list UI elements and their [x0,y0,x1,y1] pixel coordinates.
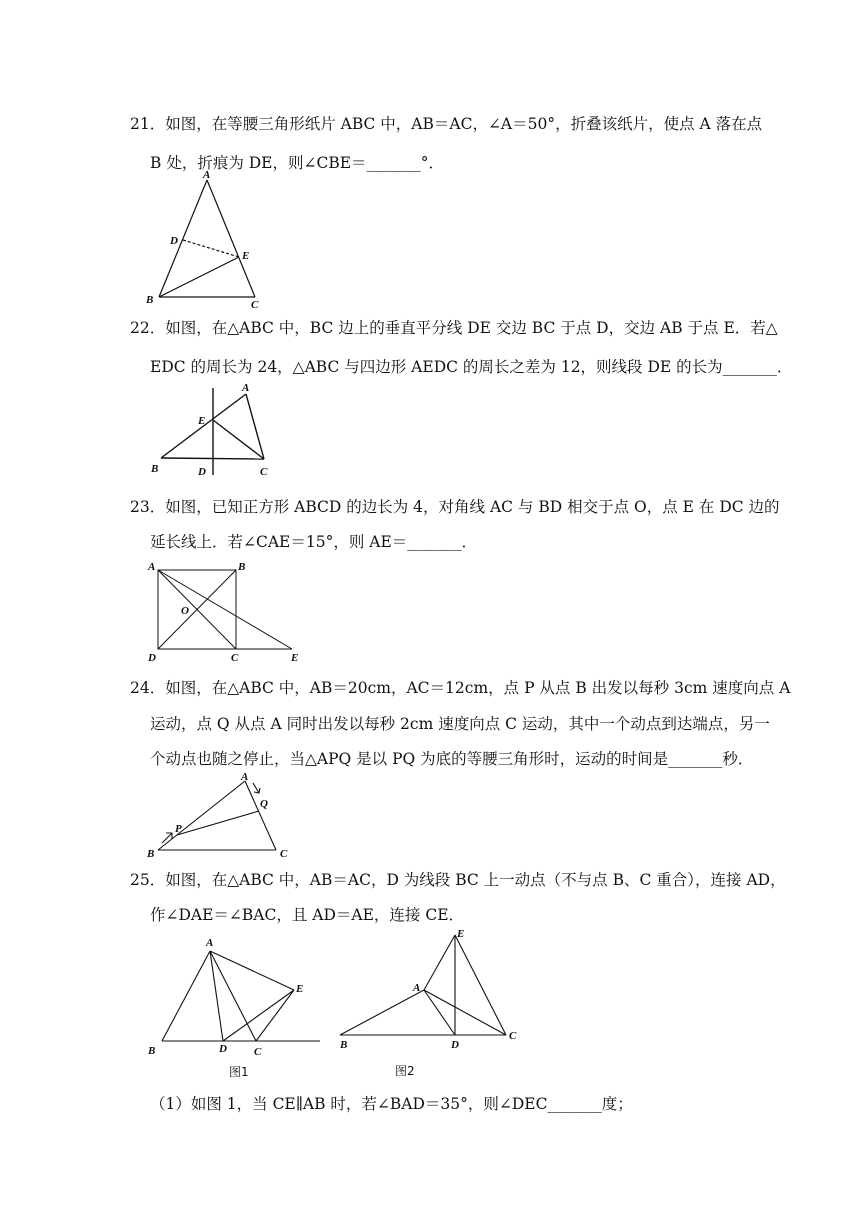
q25-fig1-label-c: C [254,1046,262,1058]
q22-label-e: E [198,415,206,427]
q21-label-c: C [251,299,259,310]
q21-label-b: B [146,294,154,306]
q21-text-line2: B 处，折痕为 DE，则∠CBE＝_______°． [150,154,445,172]
q24-label-b: B [147,848,155,860]
q25-fig1-label-e: E [296,983,304,995]
q24-label-c: C [280,848,288,860]
q25-sub1-text: （1）如图 1，当 CE∥AB 时，若∠BAD＝35°，则∠DEC_______度； [150,1095,633,1113]
q21-text-line1: 21．如图，在等腰三角形纸片 ABC 中，AB＝AC，∠A＝50°，折叠该纸片，使点 A 落在点 [130,115,763,133]
q22-text-line1: 22．如图，在△ABC 中，BC 边上的垂直平分线 DE 交边 BC 于点 D，交边 AB 于点 E．若△ [130,319,778,337]
q25-fig2-caption: 图2 [395,1064,415,1078]
q25-fig2-label-e: E [457,928,465,940]
q24-label-q: Q [260,798,268,810]
q25-text-line2: 作∠DAE＝∠BAC，且 AD＝AE，连接 CE． [150,906,465,924]
q25-fig1-caption: 图1 [229,1065,249,1079]
q23-label-c: C [231,652,239,664]
q23-text-line2: 延长线上．若∠CAE＝15°，则 AE＝_______． [150,533,478,551]
q25-fig1-label-a: A [206,937,214,949]
q24-text-line3: 个动点也随之停止，当△APQ 是以 PQ 为底的等腰三角形时，运动的时间是_______秒． [150,750,754,768]
q23-figure [140,558,310,666]
q23-label-b: B [238,561,246,573]
q22-figure [140,378,280,480]
q25-figure-2 [330,922,530,1080]
q22-label-a: A [242,382,250,394]
q25-fig1-label-b: B [148,1045,156,1057]
q21-label-a: A [203,169,211,181]
q25-fig2-label-a: A [413,982,421,994]
q22-label-b: B [151,463,159,475]
q23-text-line1: 23．如图，已知正方形 ABCD 的边长为 4，对角线 AC 与 BD 相交于点 O，点 E 在 DC 边的 [130,498,780,516]
q24-text-line1: 24．如图，在△ABC 中，AB＝20cm，AC＝12cm，点 P 从点 B 出发以每秒 3cm 速度向点 A [130,679,791,697]
q24-text-line2: 运动，点 Q 从点 A 同时出发以每秒 2cm 速度向点 C 运动，其中一个动点到达端点，另一 [150,715,770,733]
q21-figure [140,168,270,310]
q25-fig2-label-b: B [340,1039,348,1051]
q23-label-e: E [291,652,299,664]
q21-label-d: D [170,235,178,247]
q25-fig2-label-c: C [509,1030,517,1042]
q24-label-p: P [175,823,182,835]
q25-text-line1: 25．如图，在△ABC 中，AB＝AC，D 为线段 BC 上一动点（不与点 B、C 重合），连接 AD， [130,871,786,889]
q25-fig1-label-d: D [219,1043,227,1055]
q23-label-o: O [181,605,189,617]
q24-label-a: A [241,771,249,783]
q23-label-a: A [148,561,156,573]
q21-label-e: E [242,250,250,262]
q23-label-d: D [148,652,156,664]
q25-figure-1 [140,930,330,1080]
q22-text-line2: EDC 的周长为 24，△ABC 与四边形 AEDC 的周长之差为 12，则线段 DE 的长为_______． [150,358,793,376]
q24-figure [140,768,300,860]
q22-label-d: D [198,466,206,478]
q25-fig2-label-d: D [451,1039,459,1051]
q22-label-c: C [260,466,268,478]
